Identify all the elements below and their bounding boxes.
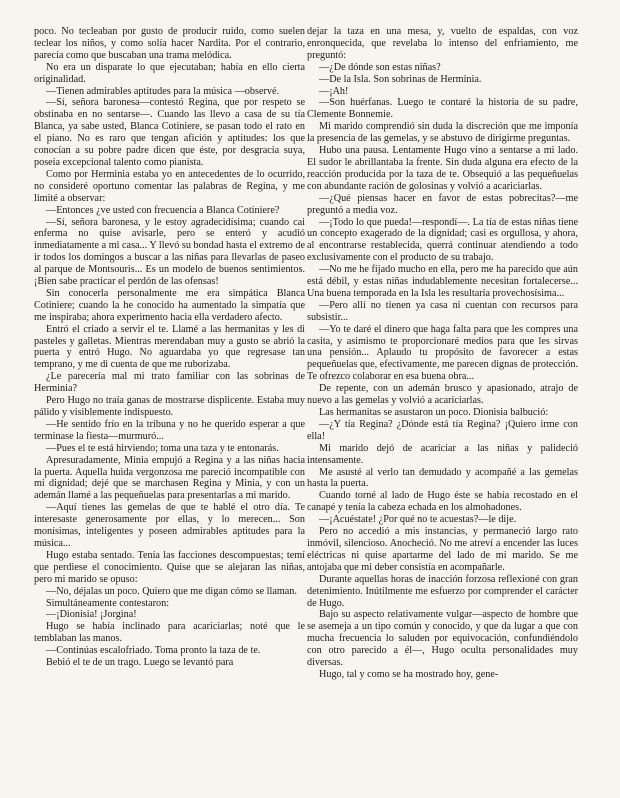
paragraph: Durante aquellas horas de inacción forzosa reflexioné con gran detenimiento. Inútilmente me esfuerzo por comprender el carácter de Hugo. (307, 573, 578, 609)
paragraph: —No me he fijado mucho en ella, pero me ha parecido que aún está débil, y estas niñas indudablemente necesitan fortalecerse... Una buena temporada en la Isla les resultaría provechosísima... (307, 264, 578, 299)
paragraph: —De la Isla. Son sobrinas de Herminia. (319, 73, 482, 85)
paragraph: —¡Ah! (319, 85, 349, 97)
paragraph: No era un disparate lo que ejecutaban; había en ello cierta originalidad. (34, 61, 305, 85)
right-column (307, 26, 578, 681)
paragraph: —¡Acuéstate! ¿Por qué no te acuestas?—le dije. (319, 514, 517, 526)
paragraph: Mi marido dejó de acariciar a las niñas y palideció intensamente. (307, 442, 578, 466)
paragraph: —Yo te daré el dinero que haga falta para que les compres una casita, y asimismo te proporcionaré medios para que les sirvas una pensión... Aplaudo tu propósito de favorecer a estas pequeñuelas que, efectivamente, me parecen dignas de protección. Te ofrezco colaborar en esa buena obra... (307, 323, 578, 383)
paragraph: —No, déjalas un poco. Quiero que me digan cómo se llaman. (46, 585, 297, 597)
paragraph: —¿Qué piensas hacer en favor de estas pobrecitas?—me preguntó a media voz. (307, 192, 578, 216)
paragraph: Bajo su aspecto relativamente vulgar—aspecto de hombre que se asemeja a un tipo común y conocido, y que da lugar a que con mucha frecuencia lo saluden por equivocación, confundiéndolo con otro parecido a él—, Hugo oculta personalidades muy diversas. (307, 609, 578, 669)
paragraph: —Continúas escalofriado. Toma pronto la taza de te. (46, 645, 261, 657)
paragraph: —Pues el te está hirviendo; toma una taza y te entonarás. (46, 442, 279, 454)
paragraph: —Tienen admirables aptitudes para la música —observé. (46, 85, 280, 97)
paragraph: Las hermanitas se asustaron un poco. Dionisia balbució: (319, 407, 549, 418)
paragraph: Mi marido comprendió sin duda la discreción que me imponía la presencia de las gemelas, y se abstuvo de dirigirme preguntas. (307, 121, 578, 145)
paragraph: Hugo estaba sentado. Tenía las facciones descompuestas; temí que perdiese el conocimiento. Quise que se alejaran las niñas, pero mi marido se opuso: (34, 549, 305, 585)
paragraph: Pero no accedió a mis instancias, y permaneció largo rato inmóvil, silencioso. Anocheció. No me atreví a encender las luces eléctricas ni quise apartarme del lado de mi marido. Se me antojaba que mi deber consistía en acompañarle. (307, 526, 578, 573)
paragraph: Sin conocerla personalmente me era simpática Blanca Cotiniere; cuando la he conocido ha aumentado la simpatía que me inspiraba; ahora experimento hacia ella verdadero afecto. (34, 287, 305, 323)
paragraph: ¿Le parecería mal mi trato familiar con las sobrinas de Herminia? (34, 371, 305, 395)
paragraph: Apresuradamente, Minia empujó a Regina y a las niñas hacia la puerta. Aquella huida vergonzosa me pareció incompatible con mi dignidad; dejé que se marchasen Regina y Minia, y con un ademán llamé a las pequeñuelas para presentarlas a mi marido. (34, 454, 305, 502)
paragraph: —Entonces ¿ve usted con frecuencia a Blanca Cotiniere? (46, 204, 280, 216)
paragraph: —¡Dionisia! ¡Jorgina! (46, 609, 137, 621)
paragraph: Pero Hugo no traía ganas de mostrarse displicente. Estaba muy pálido y visiblemente indispuesto. (34, 395, 305, 418)
paragraph: —Son huérfanas. Luego te contaré la historia de su padre, Clemente Bonnemie. (307, 97, 578, 121)
paragraph: Hubo una pausa. Lentamente Hugo vino a sentarse a mi lado. El sudor le abrillantaba la frente. Sin duda alguna era efecto de la reacción producida por la taza de te. Obsequió a las pequeñuelas con abundante ración de golosinas y volvió a acariciarlas. (307, 145, 578, 192)
paragraph: Como por Herminia estaba yo en antecedentes de lo ocurrido, no consideré oportuno comentar las palabras de Regina, y me limité a observar: (34, 168, 305, 204)
paragraph: —¿De dónde son estas niñas? (319, 61, 441, 73)
paragraph: Hugo, tal y como se ha mostrado hoy, gene- (319, 668, 499, 680)
paragraph: dejar la taza en una mesa, y, vuelto de espaldas, con voz enronquecida, que revelaba lo intenso del enfriamiento, me preguntó: (307, 26, 578, 61)
paragraph: poco. No tecleaban por gusto de producir ruido, como suelen teclear los niños, y como solía hacer Nardita. Por el contrario, parecía como que buscaban una trama melódica. (34, 26, 305, 61)
paragraph: Me asusté al verlo tan demudado y acompañé a las gemelas hasta la puerta. (307, 466, 578, 490)
paragraph: De repente, con un ademán brusco y apasionado, atrajo de nuevo a las gemelas y volvió a acariciarlas. (307, 383, 578, 407)
left-column (34, 26, 305, 669)
paragraph: Entró el criado a servir el te. Llamé a las hermanitas y les di pasteles y galletas. Mientras merendaban muy a gusto se abrió la puerta y entró Hugo. No aguardaba yo que regresase tan temprano, y me di cuenta de que me ruborizaba. (34, 323, 305, 371)
paragraph: —¿Y tía Regina? ¿Dónde está tía Regina? ¡Quiero irme con ella! (307, 418, 578, 442)
paragraph: —He sentido frío en la tribuna y no he querido esperar a que terminase la fiesta—murmuró... (34, 418, 305, 442)
paragraph: —Sí, señora baronesa, y le estoy agradecidísima; cuando cai enferma no quise avisarle, pero se enteró y acudió inmediatamente a mi casa... Y llevó su bondad hasta el extremo de ir todos los domingos a buscar a las niñas para llevarlas de paseo al parque de Montsouris... Es un modelo de buenos sentimientos. ¡Bien sabe practicar el perdón de las ofensas! (34, 216, 305, 288)
paragraph: Hugo se había inclinado para acariciarlas; noté que le temblaban las manos. (34, 621, 305, 645)
paragraph: —Sí, señora baronesa—contestó Regina, que por respeto se obstinaba en no sentarse—. Cuando las llevo a casa de su tía Blanca, ya sabe usted, Blanca Cotiniere, se pasan todo el rato en el piano. No es raro que tengan afición y aptitudes: los que conocían a su pobre padre dicen que éste, por desgracia suya, poseía excepcional talento como pianista. (34, 97, 305, 168)
paragraph: —¡Todo lo que pueda!—respondí—. La tía de estas niñas tiene un concepto exagerado de la dignidad; casi es orgullosa, y ahora, al encontrarse restablecida, querrá continuar atendiendo a todo exclusivamente con el producto de su trabajo. (307, 216, 578, 264)
paragraph: —Aquí tienes las gemelas de que te hablé el otro día. Te interesaste generosamente por ellas, y lo merecen... Son monísimas, inteligentes y poseen admirables aptitudes para la música... (34, 502, 305, 549)
paragraph: Bebió el te de un trago. Luego se levantó para (46, 657, 234, 669)
paragraph: Cuando torné al lado de Hugo éste se había recostado en el canapé y tenía la cabeza echada en los almohadones. (307, 490, 578, 514)
paragraph: —Pero allí no tienen ya casa ni cuentan con recursos para subsistir... (307, 299, 578, 323)
paragraph: Simultáneamente contestaron: (46, 597, 170, 609)
